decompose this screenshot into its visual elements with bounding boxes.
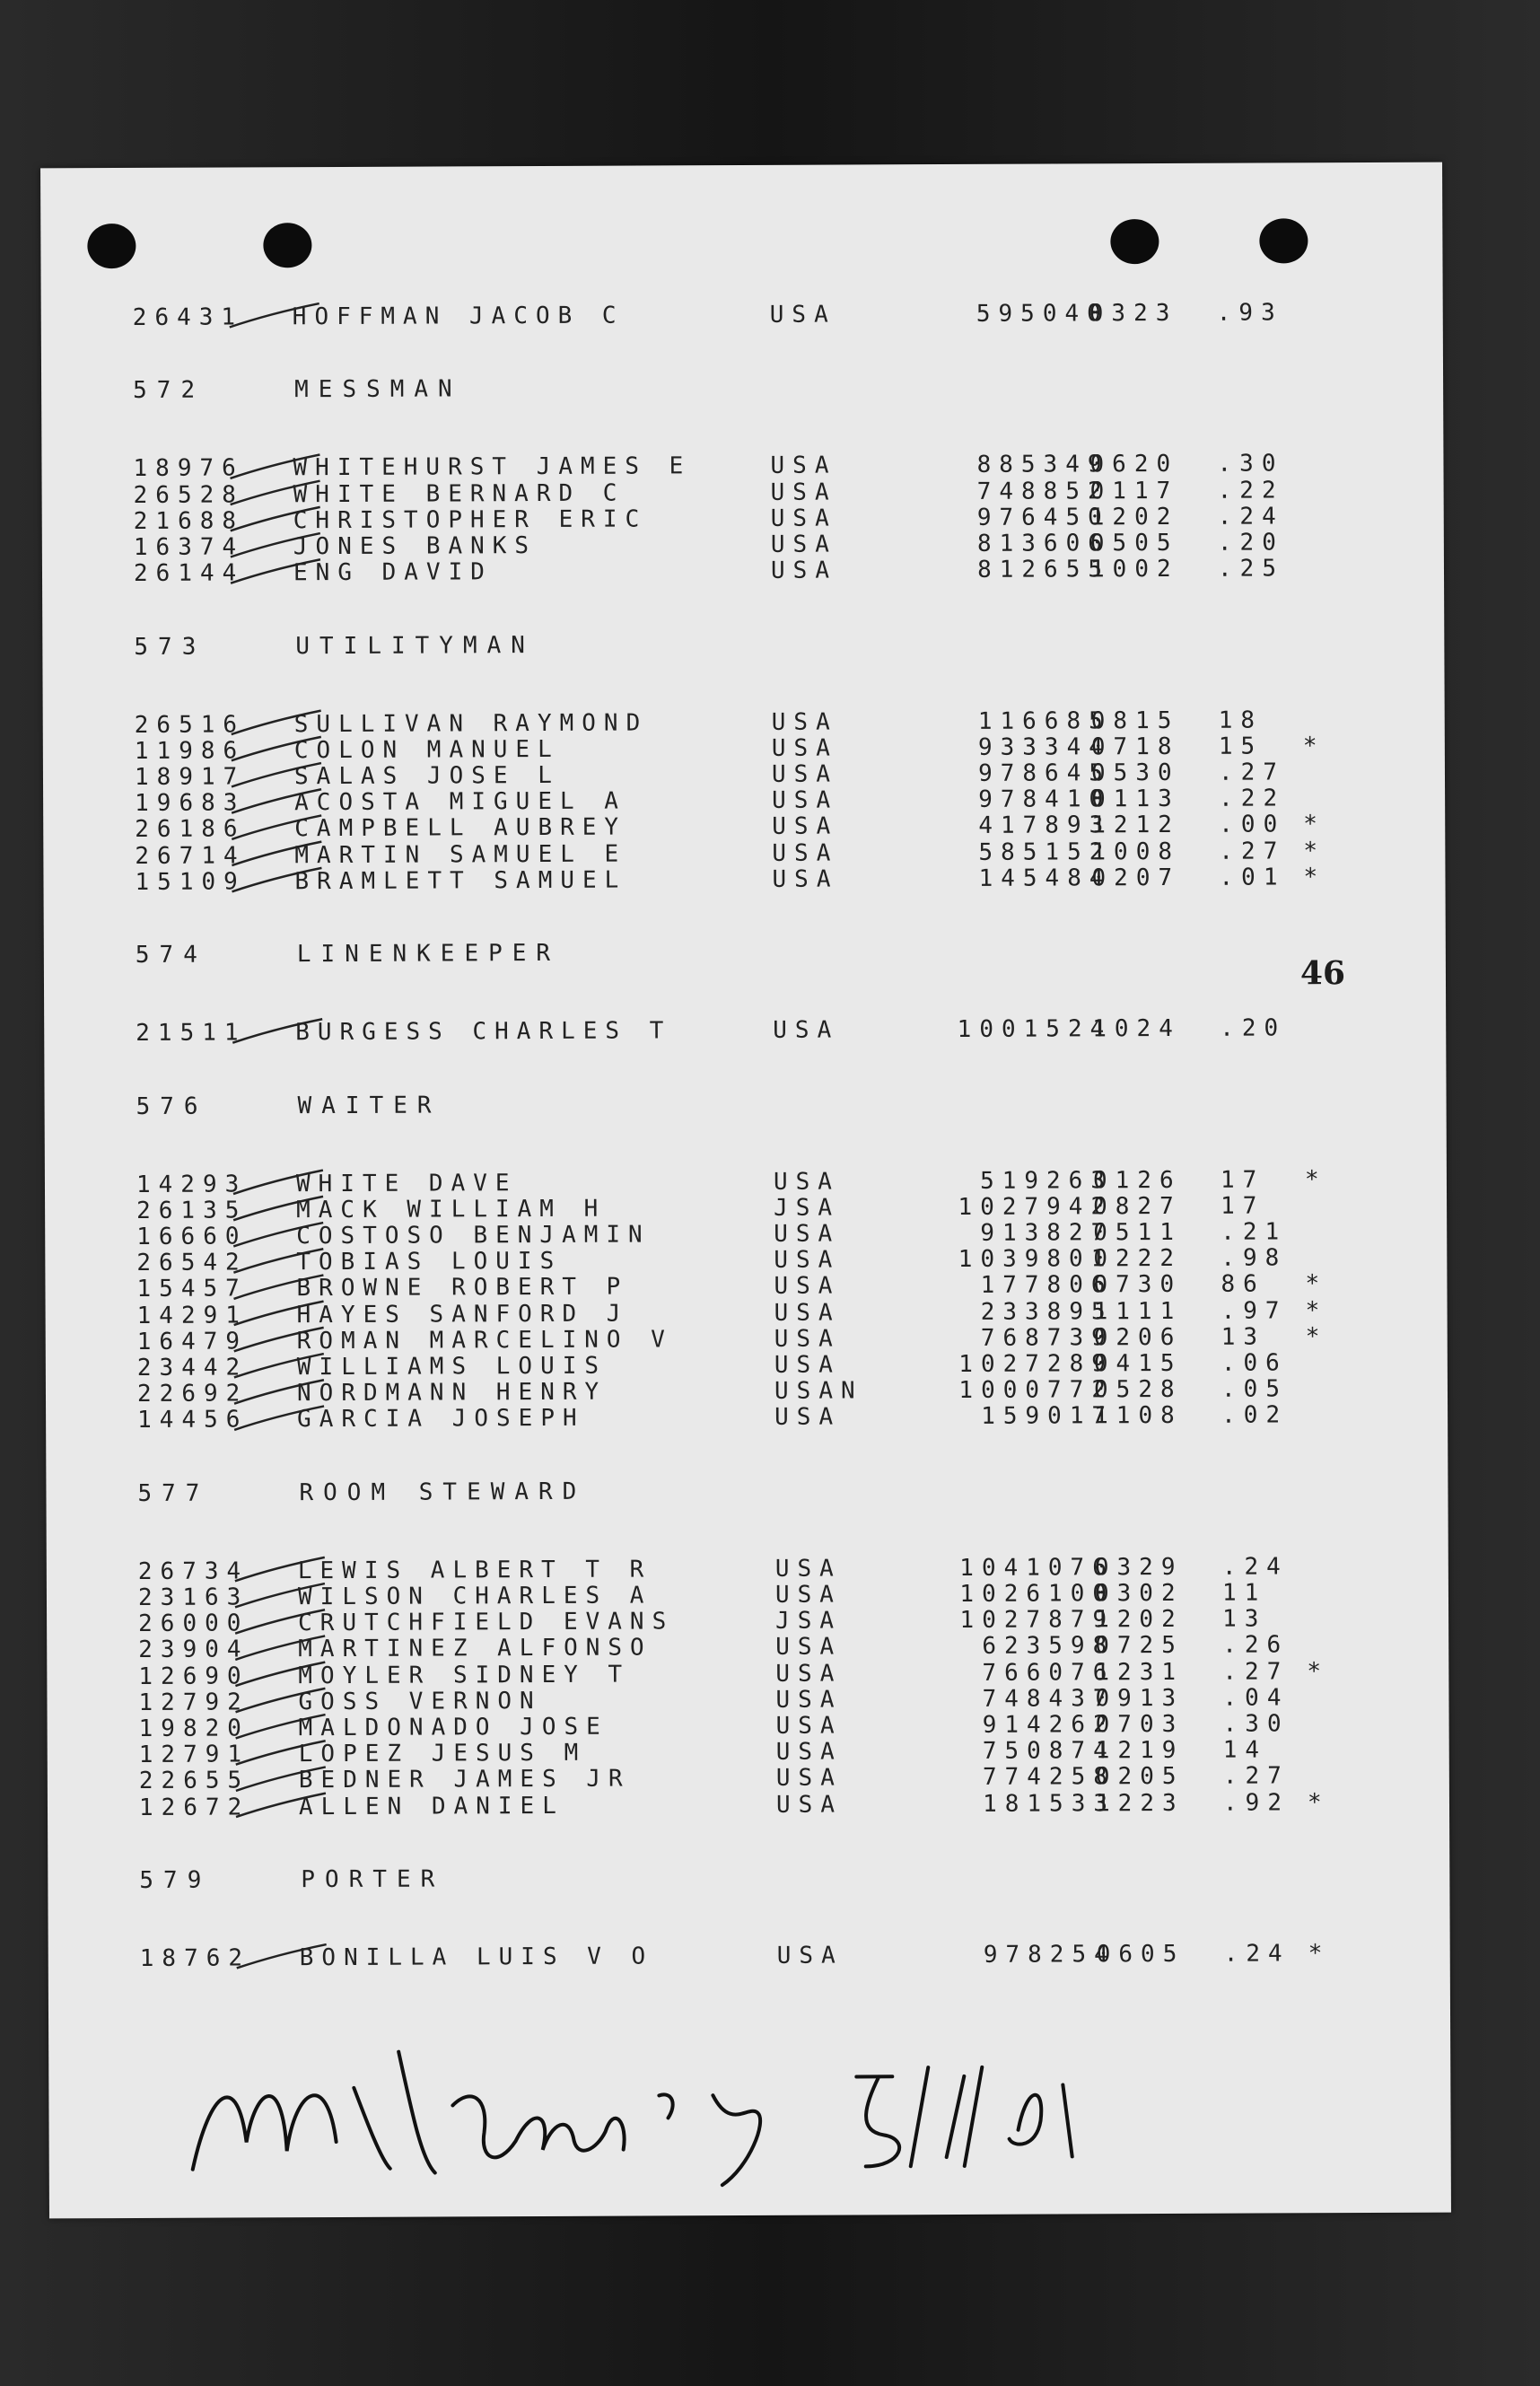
entry-number: 1027942 — [958, 1193, 1114, 1221]
entry-rate: 18 — [1218, 706, 1264, 734]
entry-name: HOFFMAN JACOB C — [292, 302, 625, 331]
entry-date: 1111 — [1093, 1297, 1183, 1325]
entry-date: 1024 — [1092, 1015, 1181, 1043]
entry-date: 0620 — [1089, 451, 1179, 478]
entry-name: CHRISTOPHER ERIC — [293, 505, 648, 534]
entry-rate: .02 — [1221, 1401, 1289, 1430]
entry-citizenship: USA — [776, 1942, 844, 1969]
entry-citizenship: JSA — [775, 1607, 843, 1636]
entry-number: 913827 — [980, 1219, 1114, 1247]
entry-citizenship: USA — [773, 1016, 840, 1045]
entry-id: 14291 — [136, 1302, 248, 1329]
entry-number: 595040 — [976, 300, 1109, 328]
entry-id: 26431 — [132, 303, 244, 331]
entry-date: 0511 — [1093, 1218, 1182, 1247]
entry-date: 0530 — [1090, 759, 1180, 787]
entry-name: GARCIA JOSEPH — [297, 1405, 585, 1434]
entry-mark: * — [1302, 732, 1326, 760]
entry-name: WILLIAMS LOUIS — [296, 1352, 608, 1382]
entry-rate: .05 — [1221, 1375, 1289, 1403]
entry-date: 1212 — [1091, 811, 1180, 839]
entry-citizenship: USA — [772, 786, 839, 815]
entry-id: 12672 — [138, 1794, 250, 1821]
entry-mark: * — [1307, 1788, 1330, 1816]
entry-citizenship: USA — [771, 760, 839, 788]
entry-name: COLON MANUEL — [293, 735, 560, 764]
entry-citizenship: USA — [774, 1220, 841, 1248]
entry-number: 914262 — [982, 1711, 1116, 1739]
document-sheet — [40, 162, 1451, 2219]
entry-id: 26734 — [137, 1557, 249, 1585]
entry-date: 0207 — [1091, 864, 1181, 892]
entry-id: 18917 — [134, 763, 246, 791]
entry-number: 933344 — [977, 733, 1111, 761]
entry-name: MALDONADO JOSE — [298, 1713, 608, 1742]
entry-citizenship: USA — [771, 734, 838, 762]
entry-rate: .01 — [1219, 864, 1286, 891]
entry-id: 12792 — [138, 1689, 249, 1716]
entry-rate: .27 — [1222, 1657, 1290, 1686]
entry-date: 0222 — [1093, 1245, 1183, 1273]
entry-date: 0117 — [1089, 477, 1179, 504]
section-code: 572 — [133, 377, 206, 405]
entry-date: 0205 — [1095, 1763, 1185, 1791]
entry-date: 0718 — [1090, 732, 1180, 761]
entry-id: 12690 — [138, 1662, 249, 1690]
entry-number: 885349 — [976, 451, 1110, 479]
page-number: 46 — [1299, 954, 1346, 993]
entry-citizenship: USA — [774, 1351, 841, 1379]
entry-name: ALLEN DANIEL — [298, 1792, 564, 1820]
entry-id: 15457 — [136, 1275, 248, 1303]
entry-name: JONES BANKS — [293, 532, 538, 561]
entry-date: 0323 — [1089, 299, 1178, 328]
entry-id: 22692 — [136, 1380, 249, 1408]
section-title: UTILITYMAN — [295, 631, 535, 660]
entry-name: WHITE BERNARD C — [293, 479, 626, 508]
entry-number: 585152 — [978, 838, 1112, 866]
entry-name: BRAMLETT SAMUEL — [294, 866, 627, 895]
entry-date: 1202 — [1095, 1606, 1184, 1634]
entry-number: 768739 — [980, 1324, 1114, 1352]
entry-rate: .30 — [1217, 450, 1284, 478]
entry-rate: 11 — [1221, 1579, 1267, 1607]
entry-number: 519263 — [979, 1166, 1114, 1195]
entry-date: 0913 — [1095, 1684, 1185, 1713]
entry-rate: .04 — [1222, 1684, 1290, 1712]
entry-id: 14456 — [137, 1406, 249, 1434]
entry-citizenship: USA — [769, 301, 836, 329]
section-code: 574 — [135, 941, 207, 969]
entry-number: 976450 — [976, 504, 1110, 531]
entry-number: 1027289 — [958, 1350, 1114, 1378]
entry-rate: .27 — [1218, 759, 1286, 786]
entry-mark: * — [1305, 1322, 1328, 1351]
entry-rate: .97 — [1221, 1296, 1288, 1325]
entry-name: SULLIVAN RAYMOND — [293, 709, 649, 738]
entry-id: 26186 — [135, 815, 246, 844]
entry-citizenship: USA — [774, 1555, 842, 1583]
entry-number: 145484 — [978, 864, 1112, 892]
entry-rate: 17 — [1220, 1166, 1265, 1194]
entry-mark: * — [1305, 1296, 1328, 1324]
entry-rate: 17 — [1221, 1192, 1265, 1220]
entry-date: 0815 — [1090, 706, 1180, 734]
entry-name: BROWNE ROBERT P — [296, 1273, 629, 1303]
entry-number: 159017 — [981, 1402, 1115, 1431]
entry-id: 26000 — [138, 1610, 249, 1638]
entry-id: 26144 — [133, 559, 245, 588]
section-title: WAITER — [297, 1092, 442, 1119]
entry-citizenship: USA — [770, 452, 837, 480]
section-title: PORTER — [301, 1865, 445, 1894]
entry-citizenship: USA — [772, 812, 839, 841]
entry-name: LEWIS ALBERT T R — [297, 1556, 652, 1584]
entry-id: 26528 — [133, 481, 244, 509]
entry-rate: .27 — [1219, 837, 1286, 865]
entry-date: 0528 — [1093, 1376, 1183, 1404]
entry-citizenship: USA — [774, 1325, 841, 1353]
entry-citizenship: USA — [774, 1246, 841, 1275]
entry-date: 0206 — [1093, 1323, 1183, 1352]
section-title: LINENKEEPER — [296, 940, 561, 969]
entry-rate: 15 — [1218, 732, 1264, 760]
section-code: 577 — [137, 1479, 210, 1507]
entry-rate: .24 — [1223, 1940, 1291, 1968]
entry-number: 978254 — [983, 1941, 1116, 1969]
entry-mark: * — [1305, 1270, 1328, 1298]
entry-id: 21688 — [133, 507, 245, 535]
entry-number: 750874 — [982, 1737, 1116, 1766]
entry-name: GOSS VERNON — [298, 1687, 542, 1715]
entry-rate: 14 — [1222, 1736, 1268, 1764]
entry-number: 1001524 — [957, 1015, 1113, 1044]
entry-name: ACOSTA MIGUEL A — [294, 787, 626, 817]
entry-number: 774258 — [982, 1763, 1116, 1792]
entry-name: NORDMANN HENRY — [296, 1378, 608, 1408]
entry-id: 16660 — [136, 1223, 248, 1250]
entry-name: ROMAN MARCELINO V — [296, 1326, 673, 1355]
entry-citizenship: USA — [770, 478, 837, 506]
entry-number: 1000772 — [958, 1376, 1115, 1405]
entry-id: 21511 — [136, 1019, 247, 1048]
entry-citizenship: USA — [775, 1791, 844, 1819]
entry-name: SALAS JOSE L — [293, 761, 560, 791]
entry-date: 0505 — [1089, 529, 1179, 557]
entry-id: 19820 — [138, 1715, 249, 1742]
entry-id: 15109 — [135, 868, 246, 896]
handwritten-signature — [174, 2030, 1342, 2197]
entry-date: 0302 — [1094, 1579, 1184, 1608]
entry-citizenship: USA — [770, 531, 837, 558]
entry-mark: * — [1303, 837, 1326, 864]
entry-date: 0730 — [1093, 1271, 1183, 1299]
entry-rate: .27 — [1222, 1762, 1290, 1791]
entry-id: 18762 — [139, 1944, 251, 1972]
entry-number: 417893 — [978, 811, 1112, 840]
entry-rate: .22 — [1219, 785, 1286, 812]
entry-name: MACK WILLIAM H — [296, 1195, 607, 1224]
entry-rate: .22 — [1217, 476, 1284, 504]
entry-name: LOPEZ JESUS M — [298, 1739, 587, 1768]
entry-rate: .30 — [1222, 1710, 1290, 1738]
entry-number: 813606 — [976, 530, 1110, 557]
entry-rate: .93 — [1216, 299, 1283, 327]
entry-name: CAMPBELL AUBREY — [294, 813, 627, 843]
entry-citizenship: USAN — [774, 1377, 863, 1406]
entry-id: 11986 — [134, 737, 246, 765]
entry-number: 766076 — [982, 1658, 1116, 1687]
entry-citizenship: USA — [770, 557, 838, 585]
entry-name: TOBIAS LOUIS — [296, 1248, 563, 1276]
entry-id: 22655 — [138, 1767, 250, 1795]
entry-name: ENG DAVID — [293, 558, 493, 587]
entry-mark: * — [1303, 863, 1326, 891]
entry-id: 12791 — [138, 1741, 250, 1769]
section-code: 576 — [136, 1092, 208, 1120]
entry-id: 18976 — [133, 454, 244, 483]
entry-id: 23163 — [137, 1583, 249, 1611]
entry-id: 23904 — [138, 1636, 249, 1664]
entry-rate: .98 — [1221, 1244, 1288, 1272]
entry-number: 181533 — [982, 1789, 1116, 1818]
entry-rate: 86 — [1221, 1270, 1265, 1299]
entry-name: MOYLER SIDNEY T — [298, 1661, 631, 1689]
entry-rate: 13 — [1221, 1323, 1266, 1351]
entry-number: 177806 — [980, 1271, 1114, 1300]
entry-citizenship: USA — [774, 1581, 843, 1609]
entry-rate: .20 — [1217, 529, 1284, 557]
entry-date: 1202 — [1089, 503, 1179, 531]
entry-name: BEDNER JAMES JR — [298, 1765, 631, 1794]
entry-name: WILSON CHARLES A — [297, 1582, 652, 1611]
entry-name: HAYES SANFORD J — [296, 1300, 629, 1329]
entry-date: 1108 — [1094, 1402, 1183, 1430]
entry-date: 1008 — [1091, 838, 1181, 865]
entry-citizenship: USA — [770, 504, 837, 532]
section-title: ROOM STEWARD — [299, 1478, 587, 1506]
entry-citizenship: USA — [774, 1272, 841, 1301]
entry-number: 748852 — [976, 477, 1110, 505]
entry-id: 26714 — [135, 842, 246, 870]
entry-citizenship: USA — [775, 1712, 843, 1740]
entry-date: 0126 — [1092, 1166, 1182, 1194]
entry-rate: .24 — [1217, 503, 1284, 531]
entry-number: 978645 — [977, 759, 1112, 787]
entry-name: WHITEHURST JAMES E — [293, 452, 692, 482]
entry-id: 14293 — [136, 1171, 248, 1198]
entry-id: 16374 — [133, 533, 245, 561]
entry-name: WHITE DAVE — [295, 1169, 518, 1197]
entry-mark: * — [1303, 811, 1326, 838]
entry-date: 0827 — [1093, 1192, 1182, 1221]
entry-rate: 13 — [1222, 1605, 1267, 1633]
entry-date: 0415 — [1093, 1349, 1183, 1378]
entry-id: 23442 — [136, 1354, 249, 1382]
entry-citizenship: USA — [775, 1660, 843, 1688]
entry-number: 812655 — [977, 556, 1111, 584]
entry-name: COSTOSO BENJAMIN — [296, 1221, 651, 1250]
entry-rate: .26 — [1222, 1631, 1290, 1660]
entry-name: CRUTCHFIELD EVANS — [298, 1608, 675, 1637]
entry-citizenship: USA — [775, 1764, 843, 1793]
entry-number: 978410 — [978, 785, 1112, 814]
entry-number: 1027879 — [959, 1606, 1116, 1635]
entry-rate: .00 — [1219, 811, 1286, 839]
entry-citizenship: JSA — [774, 1194, 841, 1222]
entry-rate: .92 — [1222, 1788, 1291, 1817]
entry-citizenship: USA — [774, 1403, 842, 1432]
entry-citizenship: USA — [774, 1299, 841, 1327]
section-code: 579 — [139, 1866, 212, 1894]
entry-date: 0113 — [1091, 785, 1180, 813]
entry-number: 1041076 — [959, 1554, 1115, 1582]
entry-id: 16479 — [136, 1328, 249, 1355]
entry-id: 26516 — [134, 711, 246, 739]
entry-number: 1026100 — [959, 1580, 1116, 1608]
entry-citizenship: USA — [775, 1738, 843, 1767]
entry-number: 116685 — [977, 706, 1111, 735]
section-title: MESSMAN — [294, 375, 462, 404]
entry-mark: * — [1304, 1165, 1327, 1193]
entry-id: 26542 — [136, 1249, 248, 1277]
entry-date: 0605 — [1096, 1940, 1186, 1969]
entry-date: 0703 — [1095, 1710, 1185, 1739]
entry-rate: .21 — [1221, 1218, 1288, 1246]
entry-rate: .25 — [1217, 555, 1285, 583]
entry-rate: .06 — [1221, 1349, 1288, 1377]
entry-rate: .20 — [1220, 1014, 1287, 1042]
entry-citizenship: USA — [775, 1633, 843, 1662]
entry-mark: * — [1308, 1940, 1331, 1968]
entry-citizenship: USA — [773, 1168, 840, 1196]
entry-date: 1002 — [1089, 556, 1179, 583]
entry-name: BONILLA LUIS V O — [299, 1943, 654, 1972]
entry-rate: .24 — [1221, 1553, 1289, 1581]
entry-date: 0725 — [1095, 1632, 1184, 1660]
section-code: 573 — [134, 633, 206, 661]
entry-name: MARTIN SAMUEL E — [294, 840, 627, 869]
entry-id: 19683 — [135, 789, 246, 818]
entry-date: 1231 — [1095, 1658, 1185, 1686]
entry-number: 623598 — [982, 1632, 1116, 1661]
entry-name: MARTINEZ ALFONSO — [298, 1634, 652, 1663]
entry-citizenship: USA — [772, 865, 839, 893]
entry-date: 1219 — [1095, 1737, 1185, 1765]
entry-number: 1039801 — [958, 1245, 1114, 1274]
entry-citizenship: USA — [775, 1686, 843, 1714]
entry-name: BURGESS CHARLES T — [295, 1017, 672, 1047]
entry-mark: * — [1307, 1657, 1330, 1685]
entry-number: 233895 — [980, 1297, 1114, 1326]
entry-date: 0329 — [1094, 1553, 1184, 1582]
crew-list — [40, 162, 1451, 2219]
entry-citizenship: USA — [771, 708, 838, 736]
entry-date: 1223 — [1095, 1789, 1185, 1817]
entry-citizenship: USA — [772, 839, 839, 867]
entry-id: 26135 — [136, 1197, 248, 1224]
entry-number: 748437 — [982, 1685, 1116, 1713]
